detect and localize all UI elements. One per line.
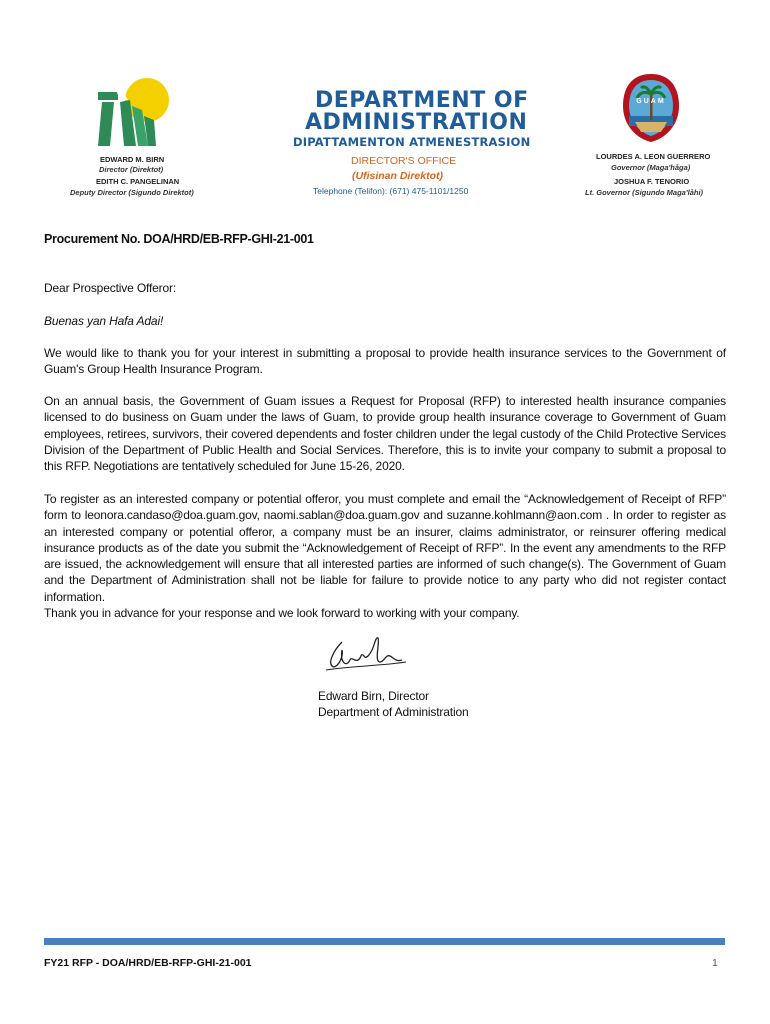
guam-seal — [621, 72, 681, 144]
procurement-number: Procurement No. DOA/HRD/EB-RFP-GHI-21-001 — [44, 232, 314, 246]
director-name: EDWARD M. BIRN — [100, 155, 165, 164]
lt-governor-title: Lt. Governor (Sigundo Maga'låhi) — [585, 188, 704, 197]
office-name: DIRECTOR'S OFFICE — [351, 155, 457, 167]
paragraph-rfp-overview: On an annual basis, the Government of Guam issues a Request for Proposal (RFP) to interested health insurance companies licensed to do business on Guam under the laws of Guam, to provide group health insurance coverage to Government of Guam employees, retirees, survivors, their covered dependents and foster children under the legal custody of the Child Protective Services Division of the Department of Public Health and Social Services. Therefore, this is to invite your company to submit a proposal to this RFP. Negotiations are tentatively scheduled for June 15-26, 2020. — [44, 394, 726, 474]
page-number: 1 — [712, 957, 718, 969]
department-subtitle: DIPATTAMENTON ATMENESTRASION — [293, 135, 531, 149]
deputy-name: EDITH C. PANGELINAN — [96, 177, 180, 186]
paragraph-registration: To register as an interested company or potential offeror, you must complete and email the “Acknowledgement of Receipt of RFP” form to leonora.candaso@doa.guam.gov, naomi.sablan@doa.guam.gov and suzanne.kohlmann@aon.com . In order to register as an interested company or potential offeror, a company must be an insurer, claims administrator, or reinsurer offering medical insurance products as of the date you submit the “Acknowledgement of Receipt of RFP”. In the event any amendments to the RFP are issued, the acknowledgement will ensure that all interested parties are informed of such change(s). The Government of Guam and the Department of Administration shall not be liable for failure to provide notice to any party who did not register contact information. — [44, 492, 726, 604]
greeting: Buenas yan Hafa Adai! — [44, 314, 164, 328]
office-local-name: (Ufisinan Direktot) — [352, 170, 444, 182]
governor-name: LOURDES A. LEON GUERRERO — [596, 152, 711, 161]
salutation: Dear Prospective Offeror: — [44, 281, 177, 295]
signer-name: Edward Birn, Director — [318, 689, 429, 703]
doa-logo — [92, 70, 172, 150]
department-title-line2: ADMINISTRATION — [305, 110, 528, 135]
department-title-line1: DEPARTMENT OF — [315, 88, 529, 113]
office-telephone: Telephone (Telifon): (671) 475-1101/1250 — [313, 186, 469, 196]
seal-text: GUAM — [636, 98, 666, 105]
footer-reference: FY21 RFP - DOA/HRD/EB-RFP-GHI-21-001 — [44, 957, 252, 969]
signer-department: Department of Administration — [318, 705, 469, 719]
paragraph-thanks: We would like to thank you for your interest in submitting a proposal to provide health insurance services to the Government of Guam's Group Health Insurance Program. — [44, 346, 726, 377]
department-title — [305, 90, 529, 134]
director-title: Director (Direktot) — [99, 165, 164, 174]
footer-bar — [44, 938, 725, 945]
lt-governor-name: JOSHUA F. TENORIO — [614, 177, 690, 186]
deputy-title: Deputy Director (Sigundo Direktot) — [70, 188, 194, 197]
governor-title: Governor (Maga'håga) — [611, 163, 691, 172]
paragraph-closing: Thank you in advance for your response and we look forward to working with your company. — [44, 606, 520, 620]
signature — [320, 632, 410, 678]
